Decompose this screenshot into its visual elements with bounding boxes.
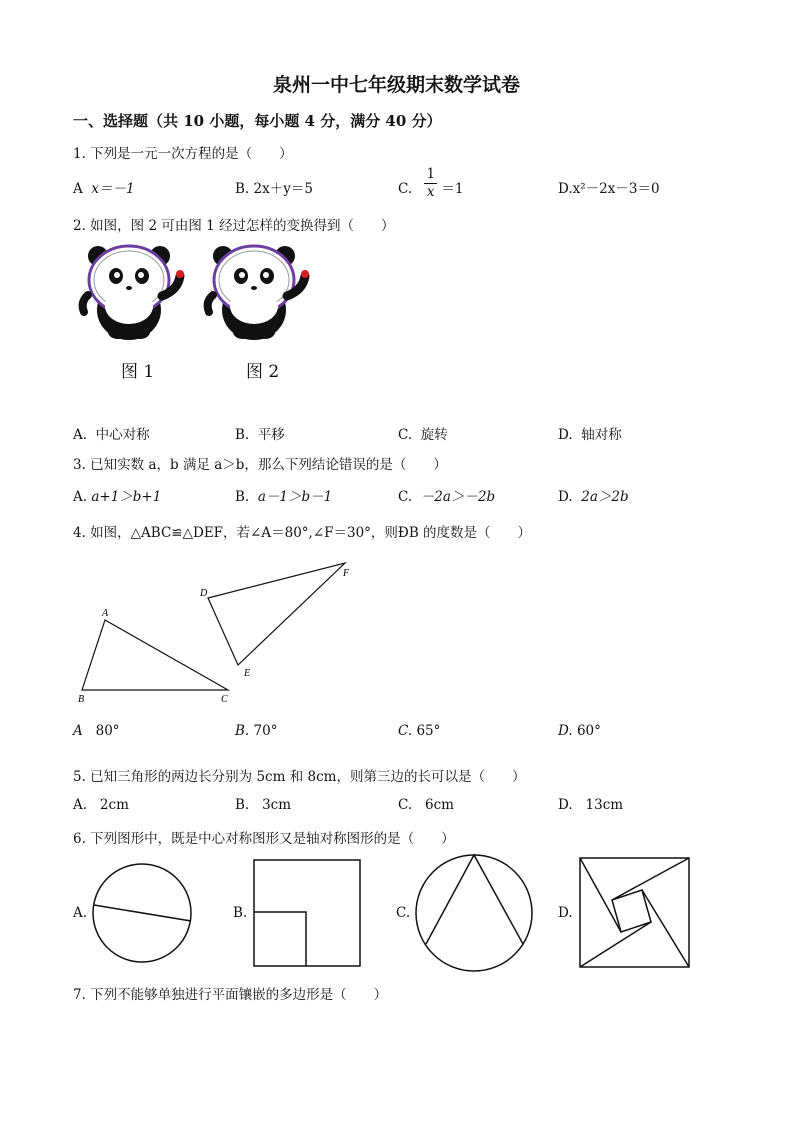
congruent-triangles-figure xyxy=(70,555,370,715)
question-2-option-c[interactable] xyxy=(398,423,448,443)
question-4-option-c[interactable] xyxy=(398,723,440,739)
fraction-denominator: x xyxy=(426,184,435,200)
option-text: 平移 xyxy=(257,427,285,443)
fraction xyxy=(424,166,437,201)
option-label: D. xyxy=(558,427,573,443)
option-text: 轴对称 xyxy=(581,427,622,443)
option-text: 2cm xyxy=(99,797,129,813)
option-label: C. xyxy=(398,797,413,813)
figure-caption-2: 图 2 xyxy=(246,362,280,382)
option-text: 70° xyxy=(253,723,278,739)
option-label: A xyxy=(73,723,83,739)
option-label: B. xyxy=(235,797,250,813)
option-label: C. xyxy=(398,427,413,443)
figure-caption-1: 图 1 xyxy=(121,362,155,382)
question-4-option-b[interactable] xyxy=(235,723,277,739)
option-text: 80° xyxy=(95,723,120,739)
vertex-label: E xyxy=(244,668,251,679)
circle-with-chord-figure[interactable] xyxy=(92,858,196,968)
question-3-option-c[interactable] xyxy=(398,485,495,505)
question-6-option-a-label[interactable]: A. xyxy=(73,905,88,921)
option-label: A xyxy=(73,181,83,197)
question-2-option-a[interactable] xyxy=(73,423,150,443)
vertex-label: F xyxy=(343,568,350,579)
question-3-option-d[interactable] xyxy=(558,485,629,505)
question-1-option-c[interactable] xyxy=(398,166,463,201)
option-text: x＝－1 xyxy=(91,181,135,197)
page-title: 泉州一中七年级期末数学试卷 xyxy=(272,74,520,96)
option-text: 3cm xyxy=(262,797,292,813)
question-4-option-d[interactable] xyxy=(558,723,601,739)
option-label: D. xyxy=(558,181,573,197)
option-label: B. xyxy=(235,181,250,197)
option-label: D. xyxy=(558,489,573,505)
option-text: 旋转 xyxy=(420,427,448,443)
question-3-stem: 3. 已知实数 a，b 满足 a＞b，那么下列结论错误的是（ ） xyxy=(73,457,447,473)
question-3-option-b[interactable] xyxy=(235,485,332,505)
question-1-option-d[interactable] xyxy=(558,177,660,197)
panda-mascot-icon xyxy=(78,240,198,350)
question-1-stem: 1. 下列是一元一次方程的是（ ） xyxy=(73,146,293,162)
option-text: 6cm xyxy=(425,797,454,813)
option-label: A. xyxy=(73,797,88,813)
option-label: C. xyxy=(398,181,413,197)
option-text: x²－2x－3＝0 xyxy=(572,181,660,197)
option-label: C. xyxy=(398,489,413,505)
vertex-label: B xyxy=(78,694,85,705)
panda-mascot-icon xyxy=(203,240,323,350)
vertex-label: A xyxy=(102,608,109,619)
option-text: a－1＞b－1 xyxy=(257,489,333,505)
option-text: 60° xyxy=(576,723,601,739)
square-pinwheel-figure[interactable] xyxy=(578,856,692,970)
option-text: 中心对称 xyxy=(95,427,150,443)
question-2-stem: 2. 如图，图 2 可由图 1 经过怎样的变换得到（ ） xyxy=(73,218,395,234)
option-text: 65° xyxy=(416,723,441,739)
question-2-option-d[interactable] xyxy=(558,423,622,443)
question-1-option-b[interactable] xyxy=(235,177,313,197)
option-label: B. xyxy=(235,427,250,443)
option-text: －2a＞－2b xyxy=(420,489,496,505)
option-text: 2x＋y＝5 xyxy=(253,181,313,197)
question-3-option-a[interactable] xyxy=(73,485,161,505)
option-label: C. xyxy=(398,723,413,739)
option-text: 13cm xyxy=(585,797,624,813)
question-5-option-d[interactable] xyxy=(558,797,623,813)
fraction-numerator: 1 xyxy=(426,166,436,182)
question-1-option-a[interactable] xyxy=(73,177,135,197)
option-text: ＝1 xyxy=(441,181,464,197)
question-7-stem: 7. 下列不能够单独进行平面镶嵌的多边形是（ ） xyxy=(73,987,388,1003)
circle-with-inscribed-angle-figure[interactable] xyxy=(414,852,536,974)
question-6-option-b-label[interactable]: B. xyxy=(233,905,248,921)
question-5-option-a[interactable] xyxy=(73,797,129,813)
question-2-option-b[interactable] xyxy=(235,423,285,443)
question-5-option-b[interactable] xyxy=(235,797,291,813)
question-4-stem: 4. 如图，△ABC≌△DEF，若∠A＝80°,∠F＝30°，则ÐB 的度数是（ ） xyxy=(73,525,532,541)
option-label: B. xyxy=(235,489,250,505)
question-6-option-d-label[interactable]: D. xyxy=(558,905,573,921)
option-text: 2a＞2b xyxy=(581,489,629,505)
option-text: a+1＞b+1 xyxy=(91,489,162,505)
option-label: D. xyxy=(558,797,573,813)
question-5-option-c[interactable] xyxy=(398,797,454,813)
option-label: A. xyxy=(73,489,88,505)
option-label: B. xyxy=(235,723,250,739)
option-label: D. xyxy=(558,723,573,739)
section-heading: 一、选择题（共 10 小题，每小题 4 分，满分 40 分） xyxy=(73,112,442,130)
square-with-inner-square-figure[interactable] xyxy=(252,858,364,970)
question-5-stem: 5. 已知三角形的两边长分别为 5cm 和 8cm，则第三边的长可以是（ ） xyxy=(73,769,526,785)
question-4-option-a[interactable] xyxy=(73,723,120,739)
vertex-label: D xyxy=(200,588,208,599)
question-6-stem: 6. 下列图形中，既是中心对称图形又是轴对称图形的是（ ） xyxy=(73,831,455,847)
option-label: A. xyxy=(73,427,88,443)
vertex-label: C xyxy=(221,694,228,705)
question-6-option-c-label[interactable]: C. xyxy=(396,905,411,921)
